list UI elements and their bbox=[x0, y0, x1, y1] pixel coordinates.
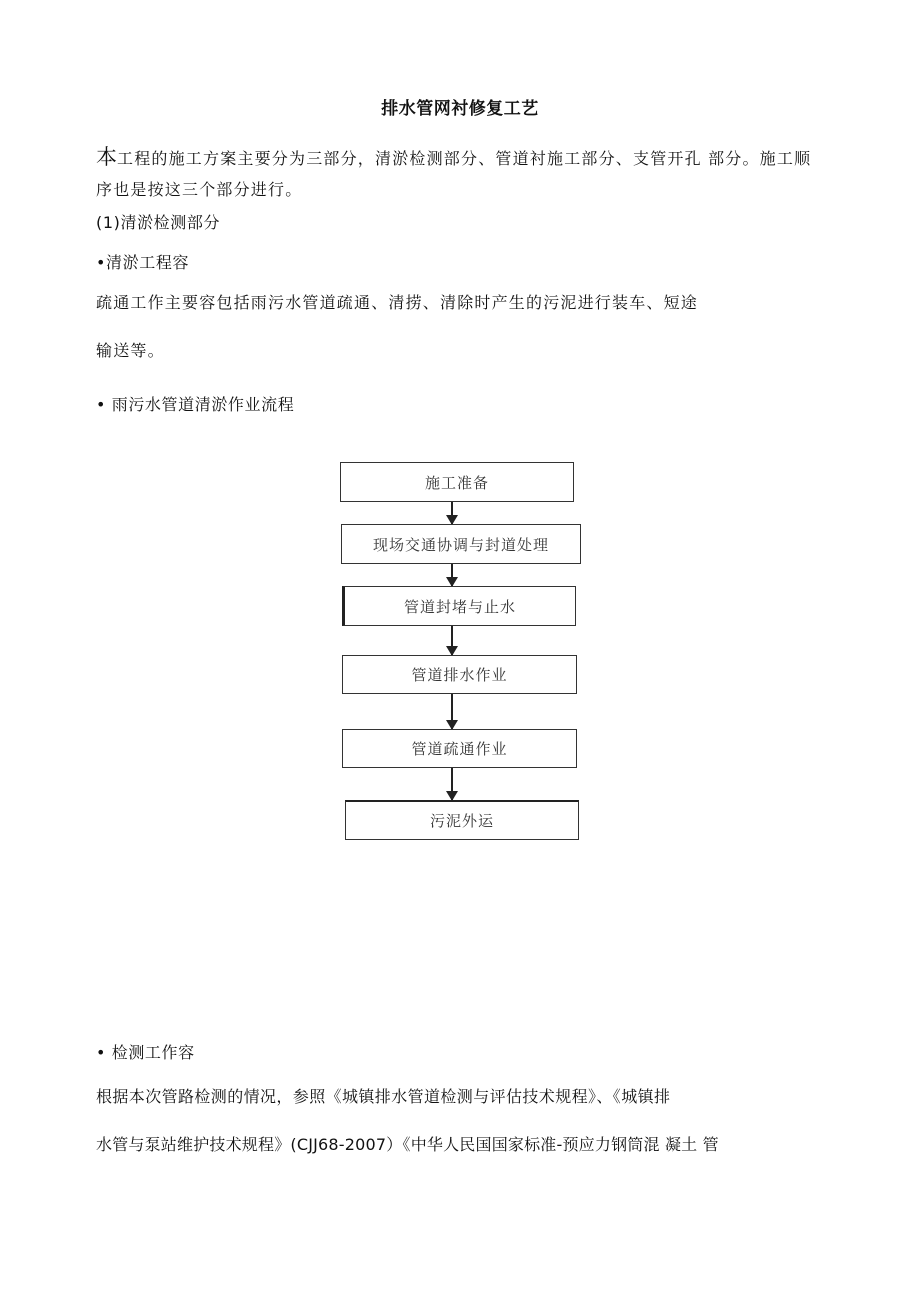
intro-line-1 bbox=[96, 146, 811, 170]
flow-step-3: 管道封堵与止水 bbox=[342, 586, 576, 626]
flow-step-5: 管道疏通作业 bbox=[342, 729, 577, 768]
bullet-dredging-content: •清淤工程容 bbox=[96, 253, 190, 272]
flow-step-2: 现场交通协调与封道处理 bbox=[341, 524, 581, 564]
dredging-text-line-2: 输送等。 bbox=[96, 341, 165, 360]
arrow-down-icon bbox=[451, 502, 453, 524]
inspection-text-line-2: 水管与泵站维护技术规程》(CJJ68-2007）《中华人民国国家标准-预应力钢筒混 凝土 管 bbox=[96, 1135, 719, 1154]
document-title: 排水管网衬修复工艺 bbox=[381, 99, 539, 119]
section-heading-1: (1)清淤检测部分 bbox=[96, 213, 221, 232]
bullet-flow-title: • 雨污水管道清淤作业流程 bbox=[96, 395, 295, 414]
intro-line-2: 序也是按这三个部分进行。 bbox=[96, 180, 303, 199]
arrow-down-icon bbox=[451, 626, 453, 655]
dredging-text-line-1: 疏通工作主要容包括雨污水管道疏通、清捞、清除时产生的污泥进行装车、短途 bbox=[96, 293, 699, 312]
flow-step-4: 管道排水作业 bbox=[342, 655, 577, 694]
flow-step-1: 施工准备 bbox=[340, 462, 574, 502]
intro-first-char: 本 bbox=[96, 145, 117, 169]
arrow-down-icon bbox=[451, 564, 453, 586]
intro-line-1-text: 工程的施工方案主要分为三部分，清淤检测部分、管道衬施工部分、支管开孔 部分。施工顺 bbox=[117, 149, 812, 168]
arrow-down-icon bbox=[451, 694, 453, 729]
bullet-inspection-content: • 检测工作容 bbox=[96, 1043, 195, 1062]
arrow-down-icon bbox=[451, 768, 453, 800]
inspection-text-line-1: 根据本次管路检测的情况，参照《城镇排水管道检测与评估技术规程》、《城镇排 bbox=[96, 1087, 671, 1106]
flow-step-6: 污泥外运 bbox=[345, 800, 579, 840]
